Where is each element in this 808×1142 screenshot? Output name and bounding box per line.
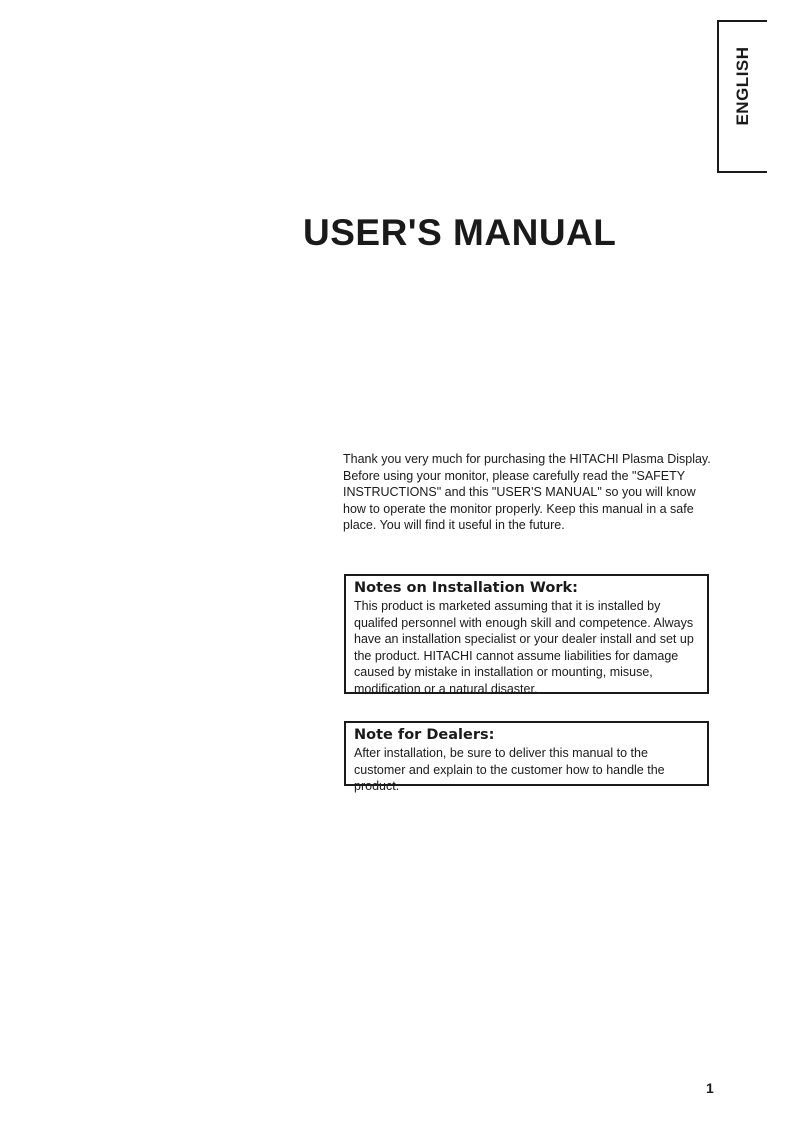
installation-notes-box [344,574,709,694]
language-tab [717,20,767,173]
installation-notes-heading: Notes on Installation Work: [354,580,578,596]
manual-title: USER'S MANUAL [303,212,617,253]
dealer-note-box [344,721,709,793]
dealer-note-body: After installation, be sure to deliver this manual to the customer and explain to the customer how to handle the product. [354,746,665,793]
language-tab-label: ENGLISH [733,46,752,126]
page-number: 1 [706,1080,714,1096]
installation-notes-body: This product is marketed assuming that it is installed by qualifed personnel with enough skill and competence. Always have an installation specialist or your dealer install and set up the product. HITACHI cannot assume liabilities for damage caused by mistake in installation or mounting, misuse, modification or a natural disaster. [354,599,694,696]
dealer-note-heading: Note for Dealers: [354,727,495,743]
intro-paragraph: Thank you very much for purchasing the HITACHI Plasma Display. Before using your monitor, please carefully read the "SAFETY INSTRUCTIONS" and this "USER'S MANUAL" so you will know how to operate the monitor properly. Keep this manual in a safe place. You will find it useful in the future. [343,452,711,532]
